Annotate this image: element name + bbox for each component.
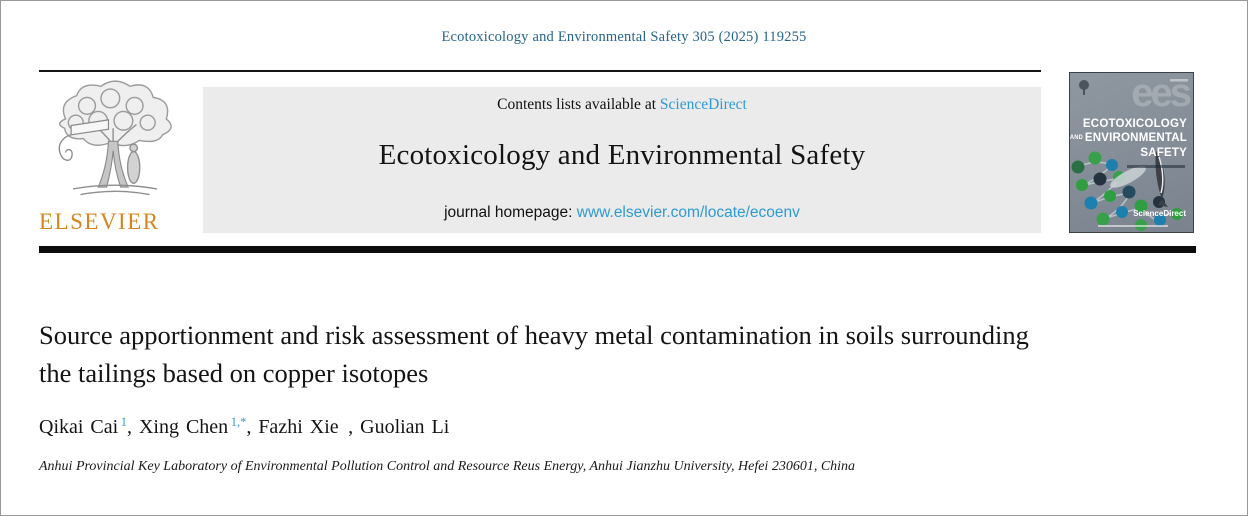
cover-editors-text-bar: [1127, 165, 1185, 168]
cover-ees-watermark: ees: [1131, 72, 1189, 115]
elsevier-tree-icon: [45, 75, 185, 203]
author-name: Xing Chen: [138, 416, 229, 438]
section-divider-bar: [39, 246, 1196, 253]
journal-cover-thumbnail: [1069, 72, 1194, 233]
author-list: [39, 415, 452, 439]
sciencedirect-link[interactable]: ScienceDirect: [659, 96, 747, 113]
top-horizontal-rule: [39, 70, 1041, 72]
cover-title-and: AND: [1069, 135, 1083, 141]
affiliation-line: Anhui Provincial Key Laboratory of Environmental Pollution Control and Resource Reus Energy, Anhui Jianzhu University, Hefei 230601, China: [39, 459, 856, 474]
author-name: Fazhi Xie: [258, 416, 339, 438]
author-superscript: 1,*: [230, 415, 247, 429]
author-superscript: [449, 415, 452, 429]
cover-title-line2: AND ENVIRONMENTAL: [1069, 130, 1187, 144]
article-title: Source apportionment and risk assessment of heavy metal contamination in soils surrounding the tailings based on copper isotopes: [39, 320, 1029, 388]
author-separator: ,: [341, 416, 361, 438]
journal-title: Ecotoxicology and Environmental Safety: [378, 139, 866, 171]
journal-header-box: [203, 87, 1041, 233]
author-superscript: 1: [120, 415, 127, 429]
journal-homepage-line: [203, 204, 1041, 222]
contents-prefix-text: Contents lists available at: [497, 96, 660, 113]
journal-citation-line: Ecotoxicology and Environmental Safety 305 (2025) 119255: [441, 29, 807, 45]
contents-lists-line: [203, 96, 1041, 114]
elsevier-wordmark: ELSEVIER: [39, 209, 160, 234]
journal-homepage-link[interactable]: www.elsevier.com/locate/ecoenv: [576, 204, 800, 221]
author-separator: ,: [246, 416, 259, 438]
tree-trunk: [98, 141, 128, 187]
cover-journal-title: [1070, 116, 1187, 159]
author-name: Qikai Cai: [39, 416, 119, 438]
author-separator: ,: [126, 416, 139, 438]
cover-mini-logo: [1079, 80, 1089, 95]
cover-footer-text-bar: [1098, 225, 1168, 228]
cover-title-line3: SAFETY: [1140, 145, 1187, 159]
cover-title-line1: ECOTOXICOLOGY: [1082, 116, 1187, 130]
homepage-prefix-text: journal homepage:: [444, 204, 577, 221]
cover-sciencedirect-label: ScienceDirect: [1133, 209, 1186, 218]
author-name: Guolian Li: [360, 416, 450, 438]
elsevier-logo: [39, 75, 191, 235]
